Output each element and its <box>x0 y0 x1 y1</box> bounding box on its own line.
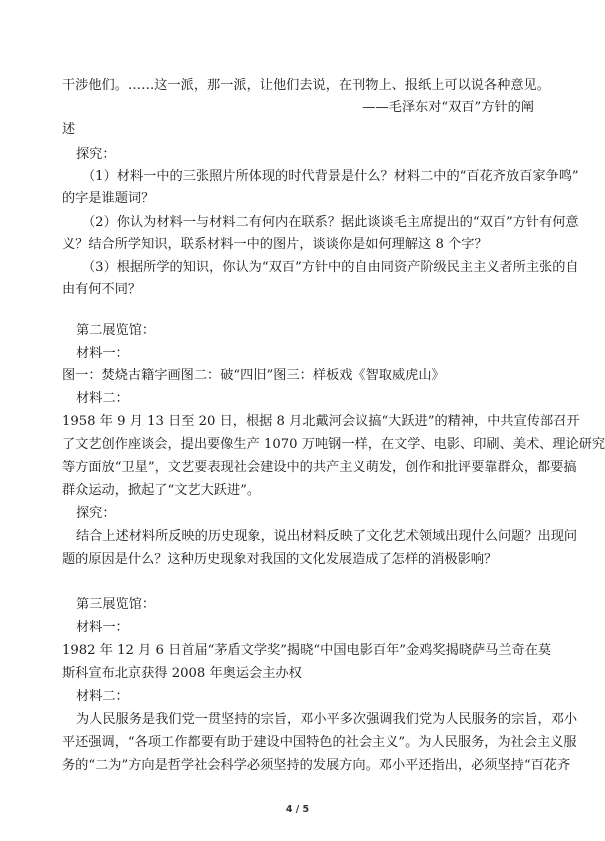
text-line: 1958 年 9 月 13 日至 20 日，根据 8 月北戴河会议搞“大跃进”的精神，中共宣传部召开 <box>62 414 580 429</box>
text-line: 由有何不同？ <box>62 282 142 297</box>
question-1: （1）材料一中的三张照片所体现的时代背景是什么？材料二中的“百花齐放百家争鸣” <box>82 169 579 184</box>
text-line: 平还强调，“各项工作都要有助于建设中国特色的社会主义”。为人民服务，为社会主义服 <box>62 735 577 750</box>
text-line: 义？结合所学知识，联系材料一中的图片，谈谈你是如何理解这 8 个字？ <box>62 237 488 252</box>
text-line: 述 <box>62 122 76 137</box>
text-line: 图一：焚烧古籍字画图二：破“四旧”图三：样板戏《智取威虎山》 <box>62 368 445 383</box>
text-line: 等方面放“卫星”，文艺要表现社会建设中的共产主义萌发，创作和批评要靠群众，都要搞 <box>62 460 577 475</box>
text-line: 题的原因是什么？这种历史现象对我国的文化发展造成了怎样的消极影响？ <box>62 552 498 567</box>
text-line: 斯科宣布北京获得 2008 年奥运会主办权 <box>62 666 302 681</box>
text-line: 为人民服务是我们党一贯坚持的宗旨，邓小平多次强调我们党为人民服务的宗旨，邓小 <box>76 712 578 727</box>
text-line: 1982 年 12 月 6 日首届“茅盾文学奖”揭晓“中国电影百年”金鸡奖揭晓萨马兰奇在莫 <box>62 643 552 658</box>
hall-heading: 第三展览馆： <box>76 597 156 612</box>
hall-heading: 第二展览馆： <box>76 323 156 338</box>
quote-attribution: ——毛泽东对“双百”方针的阐 <box>362 100 534 115</box>
section-label: 探究： <box>76 506 116 521</box>
material-label: 材料二： <box>76 391 129 406</box>
text-line: 干涉他们。……这一派，那一派，让他们去说，在刊物上、报纸上可以说各种意见。 <box>62 78 550 93</box>
text-line: 了文艺创作座谈会，提出要像生产 1070 万吨钢一样，在文学、电影、印刷、美术、理论研究 <box>62 437 605 452</box>
text-line: 群众运动，掀起了“文艺大跃进”。 <box>62 483 261 498</box>
section-label: 探究： <box>76 147 116 162</box>
text-line: 结合上述材料所反映的历史现象，说出材料反映了文化艺术领域出现什么问题？出现问 <box>76 529 578 544</box>
material-label: 材料一： <box>76 620 129 635</box>
material-label: 材料二： <box>76 689 129 704</box>
page-number: 4 / 5 <box>285 804 310 815</box>
text-line: 的字是谁题词？ <box>62 191 155 206</box>
question-3: （3）根据所学的知识，你认为“双百”方针中的自由同资产阶级民主主义者所主张的自 <box>82 260 579 275</box>
material-label: 材料一： <box>76 346 129 361</box>
question-2: （2）你认为材料一与材料二有何内在联系？据此谈谈毛主席提出的“双百”方针有何意 <box>82 215 579 230</box>
text-line: 务的“二为”方向是哲学社会科学必须坚持的发展方向。邓小平还指出，必须坚持“百花齐 <box>62 758 571 773</box>
